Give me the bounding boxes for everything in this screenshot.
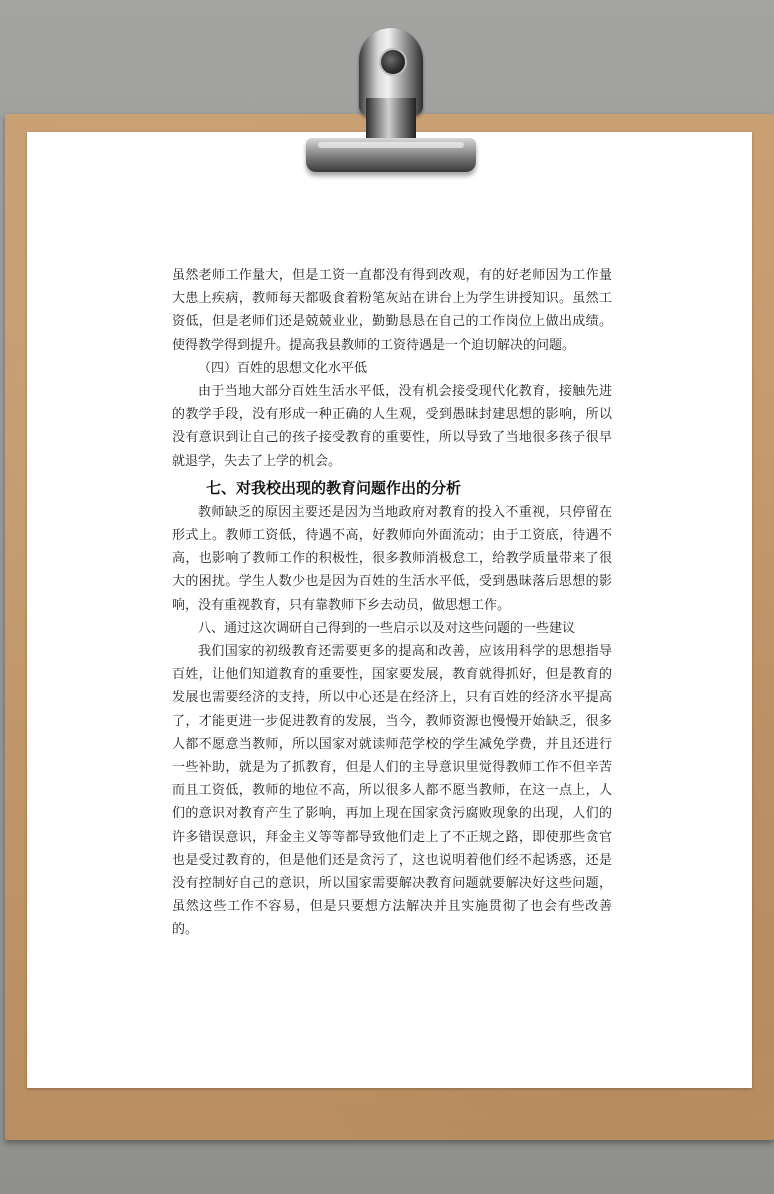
paragraph-2: 由于当地大部分百姓生活水平低，没有机会接受现代化教育，接触先进的教学手段，没有形成一种正确的人生观，受到愚昧封建思想的影响，所以没有意识到让自己的孩子接受教育的重要性，所以导致了当地很多孩子很早就退学，失去了上学的机会。 (172, 384, 612, 469)
paragraph-1: 虽然老师工作量大，但是工资一直都没有得到改观，有的好老师因为工作量大患上疾病，教师每天都吸食着粉笔灰站在讲台上为学生讲授知识。虽然工资低，但是老师们还是兢兢业业，勤勤恳恳在自己的工作岗位上做出成绩。使得教学得到提升。提高我县教师的工资待遇是一个迫切解决的问题。 (172, 268, 612, 353)
binder-clip-icon (306, 26, 476, 176)
paragraph-3: 教师缺乏的原因主要还是因为当地政府对教育的投入不重视，只停留在形式上。教师工资低，待遇不高，好教师向外面流动；由于工资底，待遇不高，也影响了教师工作的积极性，很多教师消极怠工，给教学质量带来了很大的困扰。学生人数少也是因为百姓的生活水平低，受到愚昧落后思想的影响，没有重视教育，只有靠教师下乡去动员，做思想工作。 (172, 504, 612, 613)
subheading-baixing: （四）百姓的思想文化水平低 (198, 360, 368, 376)
clip-hole (379, 48, 407, 76)
clip-shine (318, 142, 464, 148)
subheading-8: 八、通过这次调研自己得到的一些启示以及对这些问题的一些建议 (198, 620, 576, 636)
paragraph-4: 我们国家的初级教育还需要更多的提高和改善，应该用科学的思想指导百姓，让他们知道教育的重要性，国家要发展，教育就得抓好，但是教育的发展也需要经济的支持，所以中心还是在经济上，只有百姓的经济水平提高了，才能更进一步促进教育的发展，当今，教师资源也慢慢开始缺乏，很多人都不愿意当教师，所以国家对就读师范学校的学生减免学费，并且还进行一些补助，就是为了抓教育，但是人们的主导意识里觉得教师工作不但辛苦而且工资低，教师的地位不高，所以很多人都不愿当教师，在这一点上，人们的意识对教育产生了影响，再加上现在国家贪污腐败现象的出现，人们的许多错误意识，拜金主义等等都导致他们走上了不正规之路，即使那些贪官也是受过教育的，但是他们还是贪污了，这也说明着他们经不起诱惑，还是没有控制好自己的意识，所以国家需要解决教育问题就要解决好这些问题，虽然这些工作不容易，但是只要想方法解决并且实施贯彻了也会有些改善的。 (172, 644, 612, 938)
document-body (172, 264, 612, 942)
section-heading-7: 七、对我校出现的教育问题作出的分析 (206, 478, 462, 497)
clip-neck (366, 98, 416, 142)
